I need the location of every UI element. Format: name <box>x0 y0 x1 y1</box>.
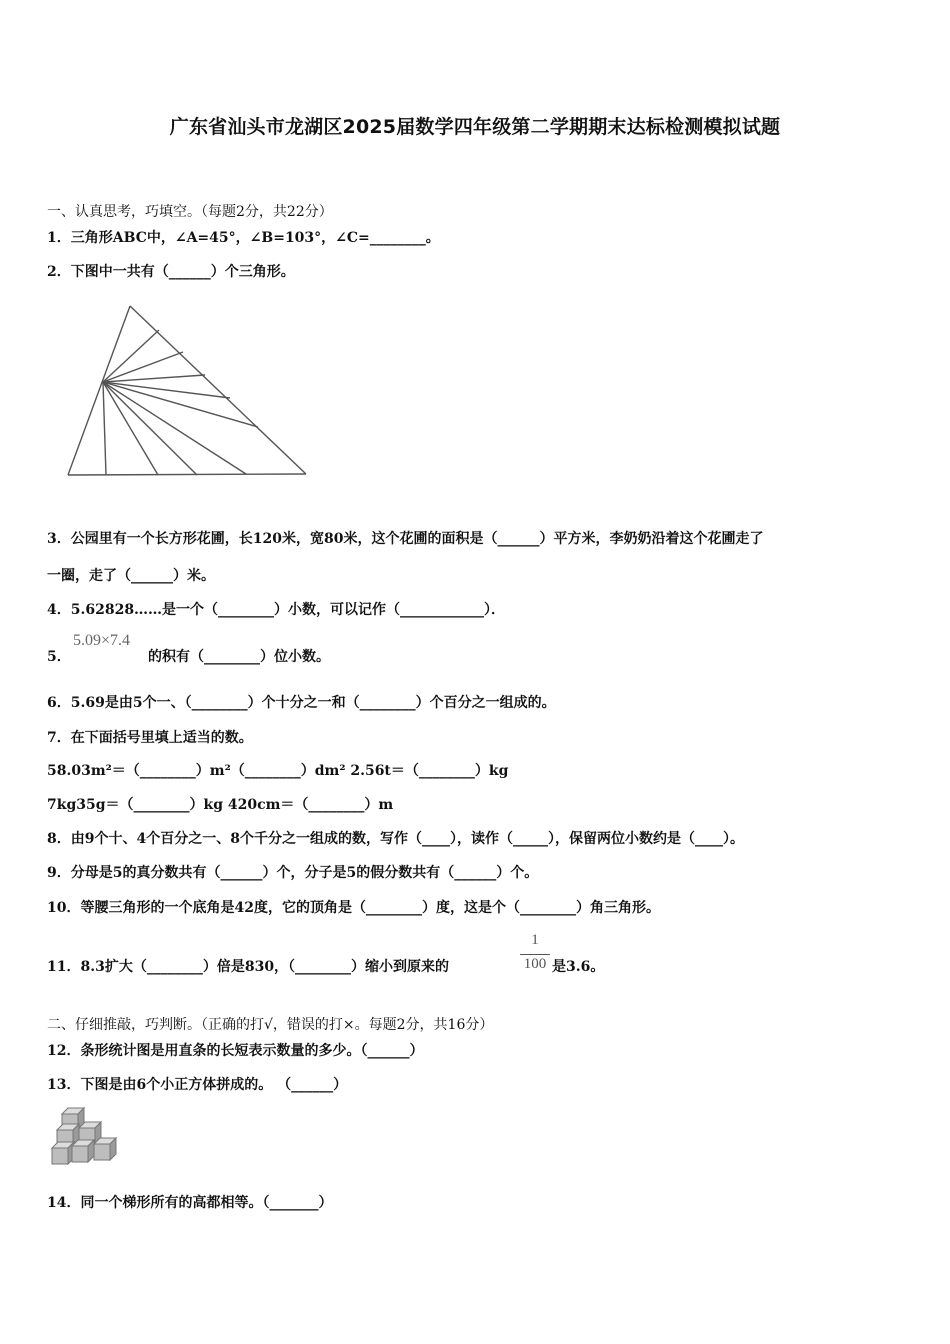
question-5-expression: 5.09×7.4 <box>73 632 131 649</box>
triangle-side-left <box>68 306 130 475</box>
fan-line <box>103 382 106 475</box>
triangle-side-right <box>130 306 306 474</box>
cube <box>52 1142 74 1164</box>
question-4: 4．5.62828……是一个（________）小数，可以记作（____________）． <box>47 602 506 618</box>
fraction-bar <box>520 954 550 955</box>
question-7: 7．在下面括号里填上适当的数。 <box>47 730 253 746</box>
fan-line <box>103 382 230 398</box>
fraction-numerator: 1 <box>531 932 539 948</box>
question-1: 1．三角形ABC中，∠A=45°，∠B=103°，∠C=________。 <box>47 230 440 246</box>
question-5-suffix: 的积有（________）位小数。 <box>148 649 330 665</box>
question-11-suffix: 是3.6。 <box>552 959 605 975</box>
section2-heading: 二、仔细推敲，巧判断。（正确的打√，错误的打×。每题2分，共16分） <box>47 1017 494 1033</box>
question-7-row-1: 58.03m²＝（________）m²（________）dm² 2.56t＝（________）kg <box>47 763 509 779</box>
cube <box>72 1140 94 1162</box>
question-10: 10．等腰三角形的一个底角是42度，它的顶角是（________）度，这是个（________）角三角形。 <box>47 900 660 916</box>
section1-heading: 一、认真思考，巧填空。（每题2分，共22分） <box>47 204 333 220</box>
question-12: 12．条形统计图是用直条的长短表示数量的多少。（______） <box>47 1043 424 1059</box>
question-13: 13．下图是由6个小正方体拼成的。 （______） <box>47 1077 348 1093</box>
question-11-prefix: 11．8.3扩大（________）倍是830，（________）缩小到原来的 <box>47 959 450 975</box>
question-3-line-1: 3．公园里有一个长方形花圃，长120米，宽80米，这个花圃的面积是（______）平方米，李奶奶沿着这个花圃走了 <box>47 531 764 547</box>
question-9: 9．分母是5的真分数共有（______）个，分子是5的假分数共有（______）个。 <box>47 865 539 881</box>
question-7-row-2: 7kg35g＝（________）kg 420cm＝（________）m <box>47 797 394 813</box>
question-5-prefix: 5． <box>47 649 71 665</box>
question-2: 2．下图中一共有（______）个三角形。 <box>47 264 295 280</box>
fraction-denominator: 100 <box>523 956 547 972</box>
cubes-figure <box>50 1106 122 1172</box>
question-14: 14．同一个梯形所有的高都相等。（_______） <box>47 1195 333 1211</box>
question-3-line-2: 一圈，走了（______）米。 <box>47 568 215 584</box>
question-8: 8．由9个十、4个百分之一、8个千分之一组成的数，写作（____），读作（_____），保留两位小数约是（____）。 <box>47 831 744 847</box>
question-6: 6．5.69是由5个一、（________）个十分之一和（________）个百分之一组成的。 <box>47 695 556 711</box>
page-title: 广东省汕头市龙湖区2025届数学四年级第二学期期末达标检测模拟试题 <box>169 116 781 138</box>
triangle-fan-figure <box>60 300 315 482</box>
triangle-base <box>68 474 306 475</box>
cube <box>94 1138 116 1160</box>
